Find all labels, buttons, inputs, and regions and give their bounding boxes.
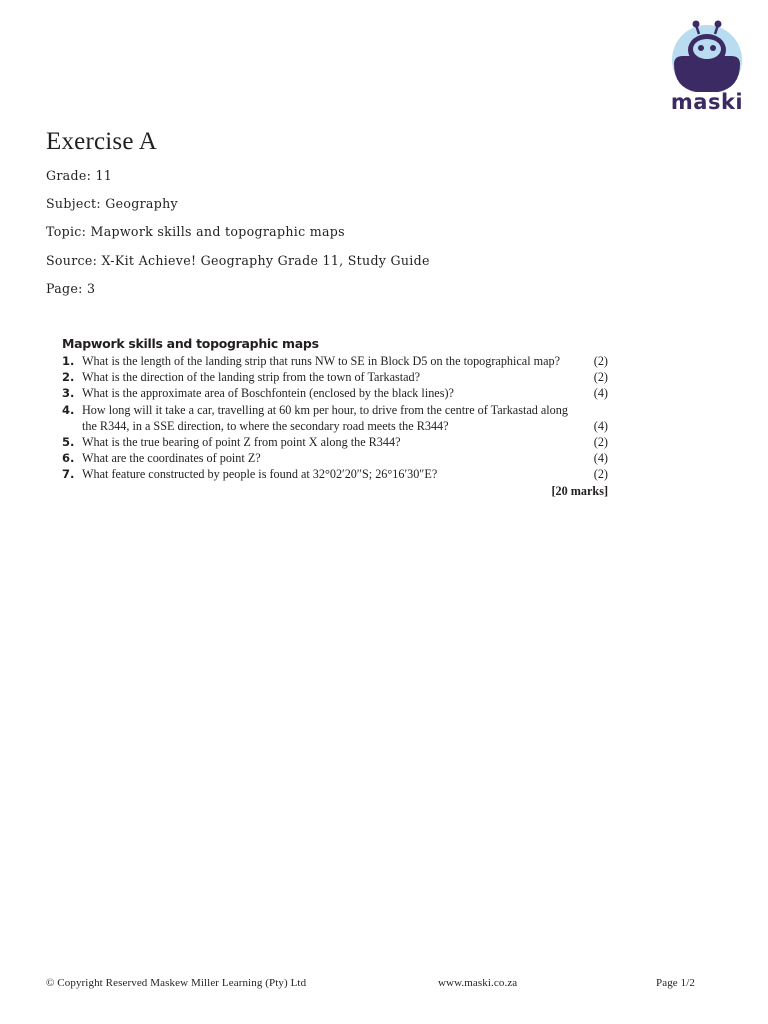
- question-number: 7.: [62, 467, 75, 482]
- question-item: [62, 369, 608, 385]
- question-marks: (4): [593, 386, 608, 401]
- page-title: Exercise A: [46, 128, 157, 155]
- question-marks: (2): [593, 435, 608, 450]
- question-number: 6.: [62, 451, 75, 466]
- question-item: [62, 466, 608, 482]
- total-marks: [20 marks]: [551, 483, 608, 498]
- question-marks: (2): [593, 370, 608, 385]
- source-line: Source: X-Kit Achieve! Geography Grade 11, Study Guide: [46, 253, 430, 268]
- question-item: [62, 434, 608, 450]
- question-item: [62, 353, 608, 369]
- question-number: 1.: [62, 354, 75, 368]
- maski-logo: [668, 20, 746, 116]
- logo-wordmark: maski: [670, 90, 744, 114]
- question-list: [62, 353, 608, 499]
- question-text: What is the true bearing of point Z from point X along the R344?: [82, 435, 401, 450]
- maski-mascot-icon: [668, 20, 746, 92]
- subject-line: Subject: Geography: [46, 196, 178, 211]
- question-number: 5.: [62, 435, 75, 450]
- question-marks: (2): [593, 467, 608, 482]
- question-item: [62, 450, 608, 466]
- question-number: 3.: [62, 386, 75, 401]
- page-line: Page: 3: [46, 281, 96, 296]
- section-title: Mapwork skills and topographic maps: [62, 336, 319, 351]
- question-text: How long will it take a car, travelling at 60 km per hour, to drive from the centre of Tarkastad along the R344, in a SSE direction, to where the secondary road meets the R344?: [82, 402, 568, 433]
- question-item: [62, 402, 608, 434]
- question-marks: (4): [593, 418, 608, 433]
- question-text: What is the approximate area of Boschfontein (enclosed by the black lines)?: [82, 386, 454, 401]
- topic-line: Topic: Mapwork skills and topographic maps: [46, 224, 345, 239]
- question-marks: (4): [593, 451, 608, 466]
- question-marks: (2): [593, 354, 608, 368]
- question-item: [62, 385, 608, 401]
- footer-copyright: © Copyright Reserved Maskew Miller Learning (Pty) Ltd: [46, 977, 307, 989]
- footer-website-link[interactable]: www.maski.co.za: [438, 977, 518, 989]
- question-text: What feature constructed by people is found at 32°02′20″S; 26°16′30″E?: [82, 467, 438, 482]
- question-number: 4.: [62, 402, 75, 417]
- question-text: What are the coordinates of point Z?: [82, 451, 261, 466]
- question-number: 2.: [62, 370, 75, 385]
- question-text: What is the direction of the landing strip from the town of Tarkastad?: [82, 370, 421, 385]
- footer-page-number: Page 1/2: [656, 977, 695, 989]
- grade-line: Grade: 11: [46, 168, 113, 183]
- question-text: What is the length of the landing strip that runs NW to SE in Block D5 on the topographical map?: [82, 354, 561, 368]
